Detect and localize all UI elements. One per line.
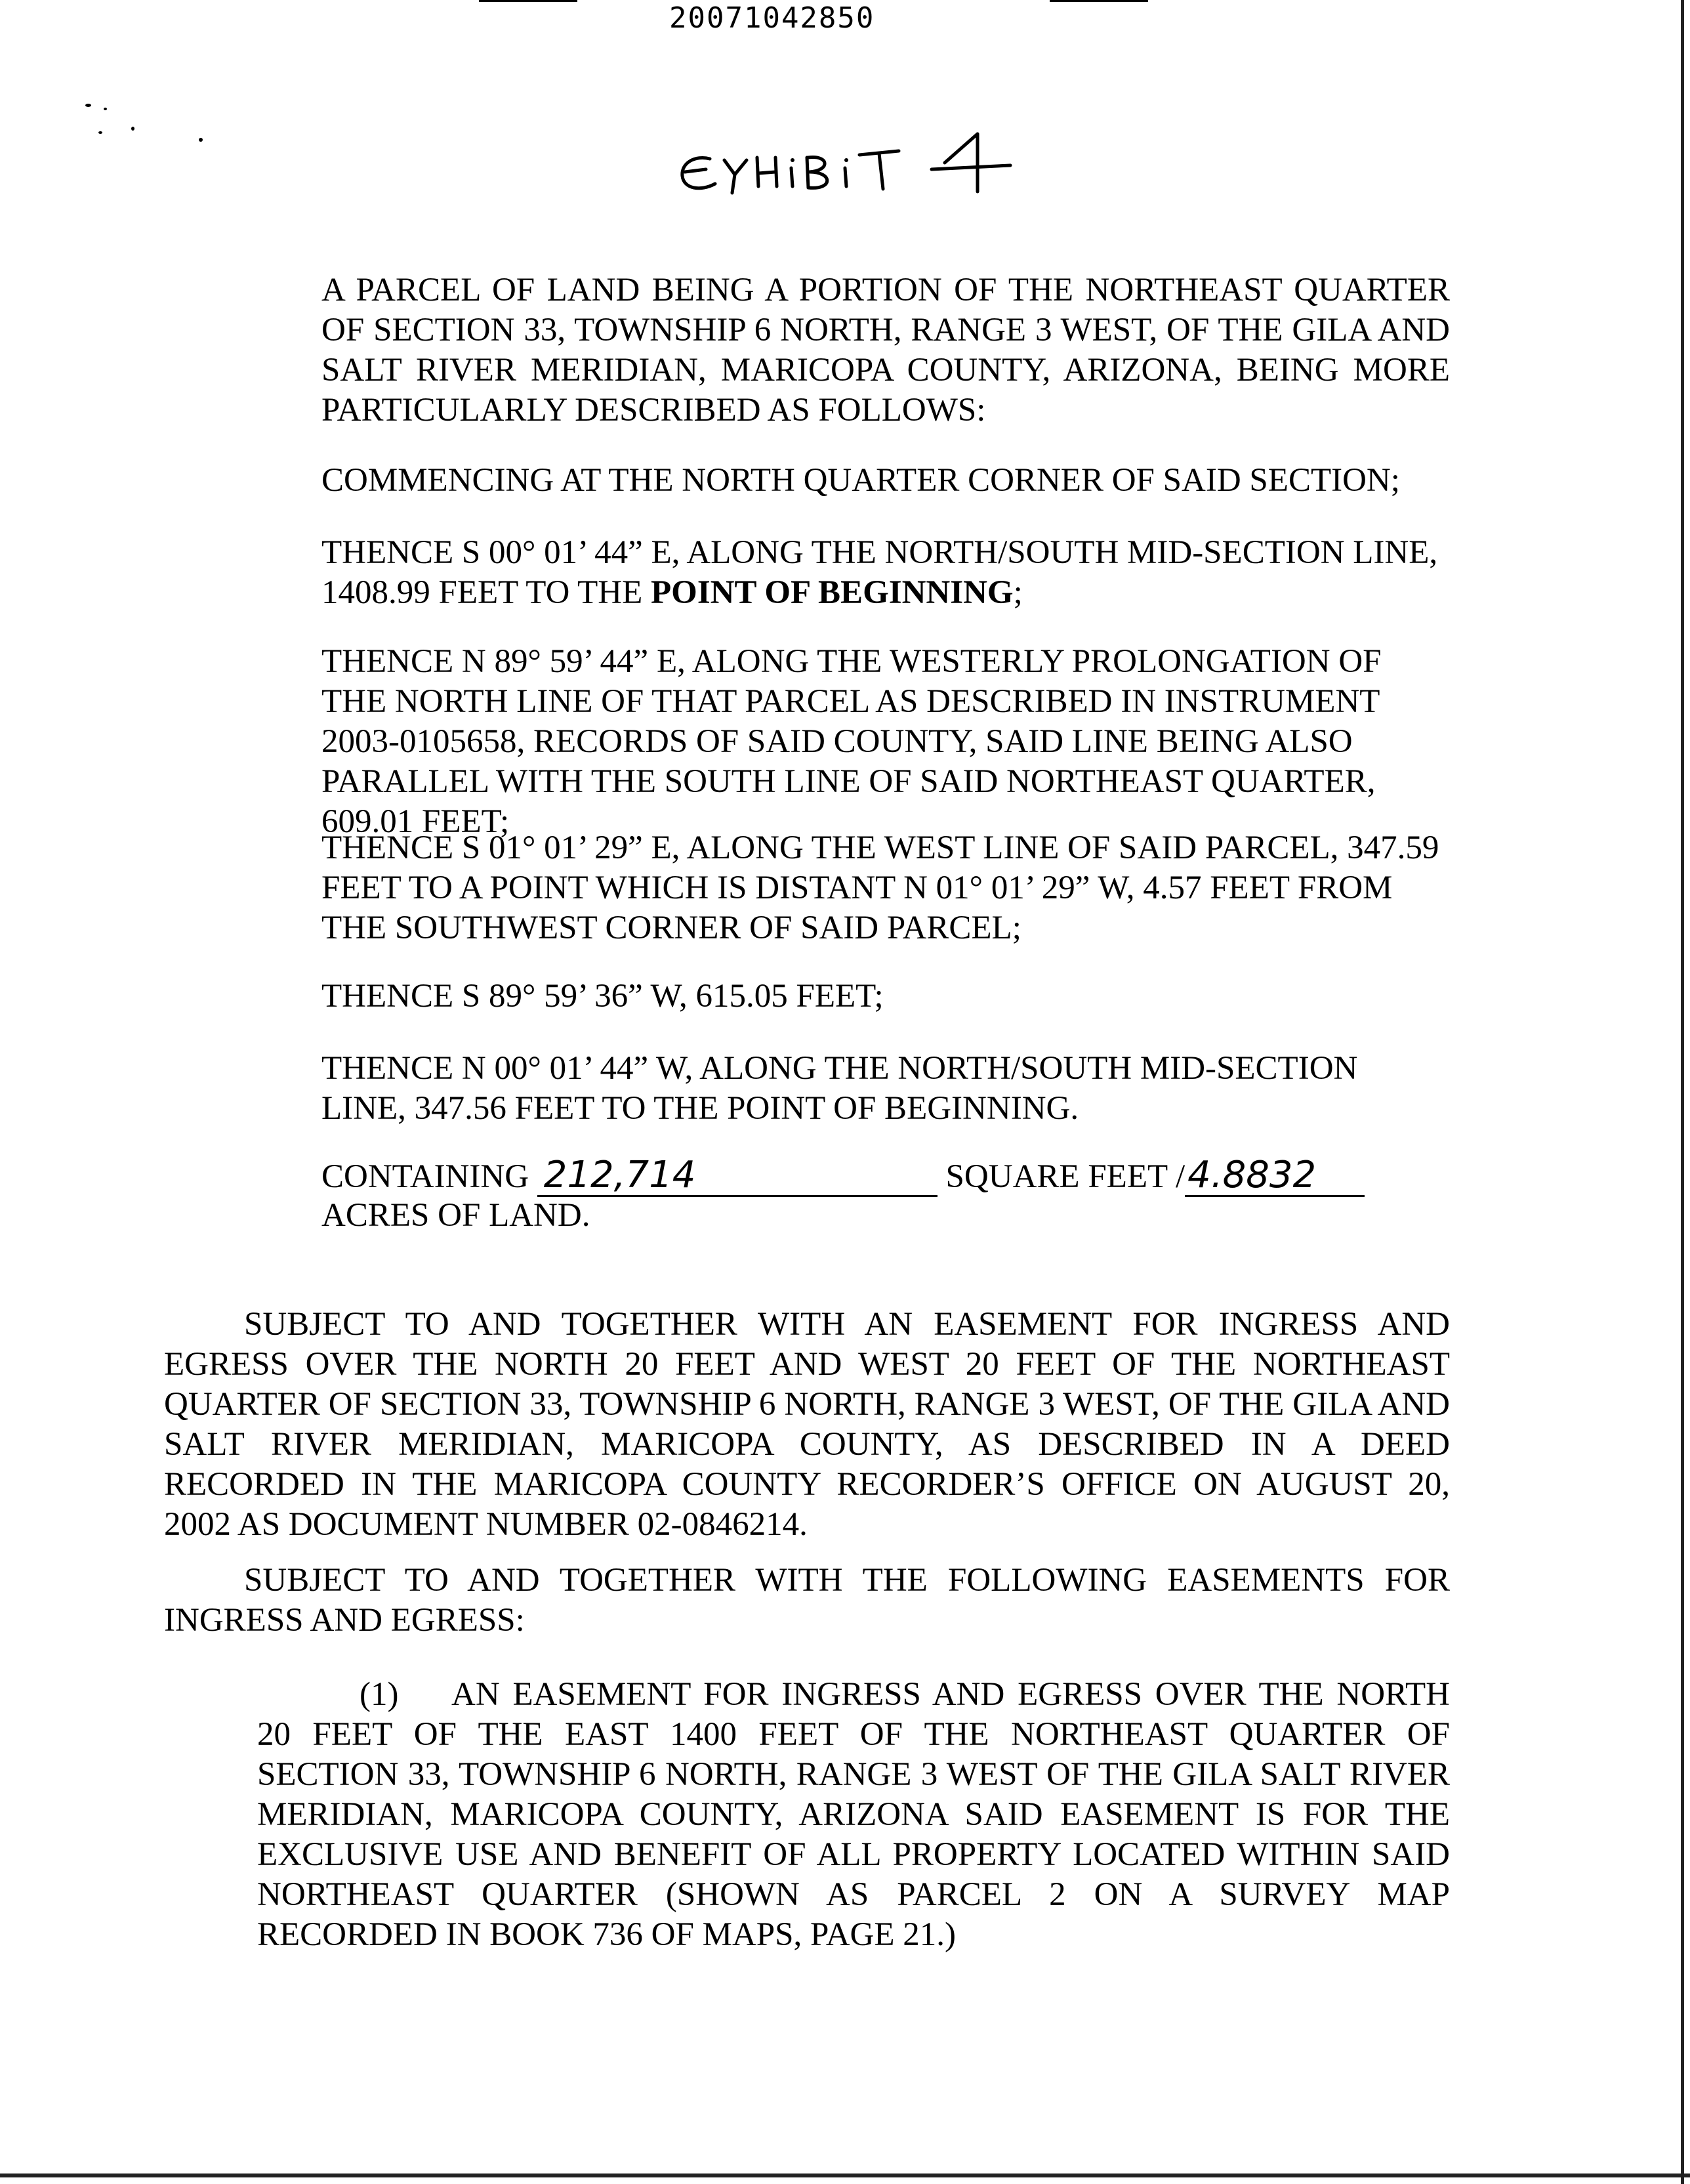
square-feet-value: 212,714 (537, 1155, 938, 1197)
item-1-text: AN EASEMENT FOR INGRESS AND EGRESS OVER THE NORTH 20 FEET OF THE EAST 1400 FEET OF THE NORTHEAST QUARTER OF SECTION 33, TOWNSHIP 6 NORTH, RANGE 3 WEST OF THE GILA SALT RIVER MERIDIAN, MARICOPA COUNTY, ARIZONA SAID EASEMENT IS FOR THE EXCLUSIVE USE AND BENEFIT OF ALL PROPERTY LOCATED WITHIN SAID NORTHEAST QUARTER (SHOWN AS PARCEL 2 ON A SURVEY MAP RECORDED IN BOOK 736 OF MAPS, PAGE 21.) (257, 1676, 1450, 1953)
scan-speck (104, 108, 107, 110)
scan-edge-right (1681, 0, 1684, 2184)
course-4: THENCE S 89° 59’ 36” W, 615.05 FEET; (321, 978, 884, 1015)
course-5: THENCE N 00° 01’ 44” W, ALONG THE NORTH/SOUTH MID-SECTION LINE, 347.56 FEET TO THE POINT OF BEGINNING. (321, 1050, 1358, 1127)
scan-speck (85, 104, 91, 107)
containing-line (321, 1155, 1365, 1197)
course-1 (321, 533, 1450, 613)
acres-label: ACRES OF LAND. (321, 1197, 590, 1234)
square-feet-label: SQUARE FEET / (945, 1158, 1185, 1195)
easement-1: SUBJECT TO AND TOGETHER WITH AN EASEMENT FOR INGRESS AND EGRESS OVER THE NORTH 20 FEET AND WEST 20 FEET OF THE NORTHEAST QUARTER OF SECTION 33, TOWNSHIP 6 NORTH, RANGE 3 WEST, OF THE GILA AND SALT RIVER MERIDIAN, MARICOPA COUNTY, AS DESCRIBED IN A DEED RECORDED IN THE MARICOPA COUNTY RECORDER’S OFFICE ON AUGUST 20, 2002 AS DOCUMENT NUMBER 02-0846214. (164, 1306, 1450, 1543)
recording-number: 20071042850 (669, 1, 875, 35)
scan-speck (131, 127, 134, 131)
scan-rule-right (1050, 0, 1148, 2)
scan-rule-left (479, 0, 577, 2)
course-3: THENCE S 01° 01’ 29” E, ALONG THE WEST LINE OF SAID PARCEL, 347.59 FEET TO A POINT WHICH IS DISTANT N 01° 01’ 29” W, 4.57 FEET FROM THE SOUTHWEST CORNER OF SAID PARCEL; (321, 830, 1439, 946)
point-of-beginning: POINT OF BEGINNING (651, 574, 1014, 611)
item-1-number: (1) (360, 1676, 399, 1713)
commencing-clause: COMMENCING AT THE NORTH QUARTER CORNER OF SAID SECTION; (321, 462, 1400, 499)
exhibit-title-handwritten (669, 125, 1128, 197)
scan-speck (98, 131, 102, 134)
parcel-intro: A PARCEL OF LAND BEING A PORTION OF THE NORTHEAST QUARTER OF SECTION 33, TOWNSHIP 6 NORTH, RANGE 3 WEST, OF THE GILA AND SALT RIVER MERIDIAN, MARICOPA COUNTY, ARIZONA, BEING MORE PARTICULARLY DESCRIBED AS FOLLOWS: (321, 272, 1450, 429)
course-2: THENCE N 89° 59’ 44” E, ALONG THE WESTERLY PROLONGATION OF THE NORTH LINE OF THAT PARCEL AS DESCRIBED IN INSTRUMENT 2003-0105658, RECORDS OF SAID COUNTY, SAID LINE BEING ALSO PARALLEL WITH THE SOUTH LINE OF SAID NORTHEAST QUARTER, 609.01 FEET; (321, 643, 1382, 840)
scan-edge-bottom (0, 2174, 1690, 2177)
easement-item-1 (257, 1675, 1450, 1955)
acres-value: 4.8832 (1185, 1155, 1365, 1197)
containing-label: CONTAINING (321, 1158, 529, 1195)
easement-2: SUBJECT TO AND TOGETHER WITH THE FOLLOWING EASEMENTS FOR INGRESS AND EGRESS: (164, 1562, 1450, 1639)
course-1-text: THENCE S 00° 01’ 44” E, ALONG THE NORTH/SOUTH MID-SECTION LINE, 1408.99 FEET TO THE (321, 534, 1438, 611)
course-1-end: ; (1013, 574, 1023, 611)
scan-speck (199, 138, 203, 142)
